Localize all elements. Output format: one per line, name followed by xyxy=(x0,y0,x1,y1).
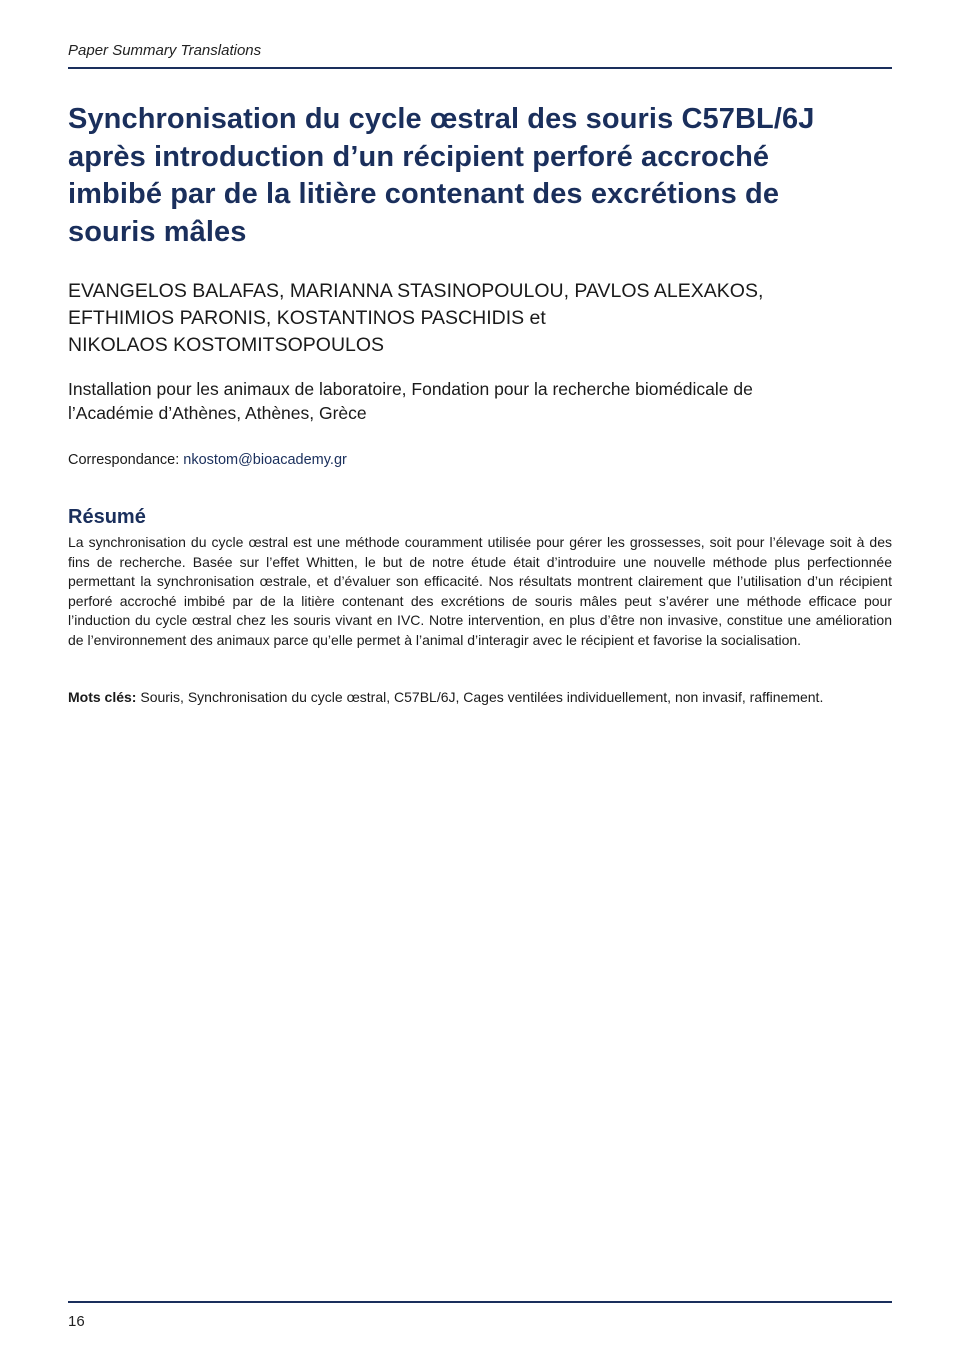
keywords-label: Mots clés: xyxy=(68,689,137,705)
article-title xyxy=(68,101,892,251)
author-line: EVANGELOS BALAFAS, MARIANNA STASINOPOULOU, PAVLOS ALEXAKOS, xyxy=(68,280,764,302)
keywords xyxy=(68,688,892,708)
footer-divider xyxy=(68,1301,892,1303)
article-title-line: après introduction d’un récipient perforé accroché xyxy=(68,140,770,173)
correspondence xyxy=(68,452,347,468)
article-title-line: imbibé par de la litière contenant des excrétions de xyxy=(68,178,780,210)
author-line: EFTHIMIOS PARONIS, KOSTANTINOS PASCHIDIS et xyxy=(68,307,546,329)
abstract-heading: Résumé xyxy=(68,506,146,528)
author-list xyxy=(68,278,892,359)
header-divider xyxy=(68,67,892,69)
affiliation-line: l’Académie d’Athènes, Athènes, Grèce xyxy=(68,403,367,423)
correspondence-label: Correspondance: xyxy=(68,452,180,468)
article-title-line: souris mâles xyxy=(68,215,247,248)
keywords-text: Souris, Synchronisation du cycle œstral, C57BL/6J, Cages ventilées individuellement, non invasif, raffinement. xyxy=(140,689,824,705)
affiliation xyxy=(68,377,892,425)
correspondence-email-link[interactable]: nkostom@bioacademy.gr xyxy=(183,452,347,468)
abstract-text: La synchronisation du cycle œstral est une méthode couramment utilisée pour gérer les grossesses, soit pour l’élevage soit à des fins de recherche. Basée sur l’effet Whitten, le but de notre étude était d’introduire une nouvelle méthode plus perfectionnée permettant la synchronisation œstrale, et d’évaluer son efficacité. Nos résultats montrent clairement que l’utilisation d’un récipient perforé accroché imbibé par de la litière contenant des excrétions de souris mâles peut s’avérer une méthode efficace pour l’induction du cycle œstral chez les souris vivant en IVC. Notre intervention, en plus d’être non invasive, constitue une amélioration de l’environnement des animaux parce qu’elle permet à l’animal d’interagir avec le récipient et favorise la socialisation. xyxy=(68,534,892,648)
page-number: 16 xyxy=(68,1313,85,1330)
article-title-line: Synchronisation du cycle œstral des souris C57BL/6J xyxy=(68,103,815,135)
author-line: NIKOLAOS KOSTOMITSOPOULOS xyxy=(68,334,385,356)
running-header: Paper Summary Translations xyxy=(68,42,262,59)
affiliation-line: Installation pour les animaux de laboratoire, Fondation pour la recherche biomédicale de xyxy=(68,379,753,399)
